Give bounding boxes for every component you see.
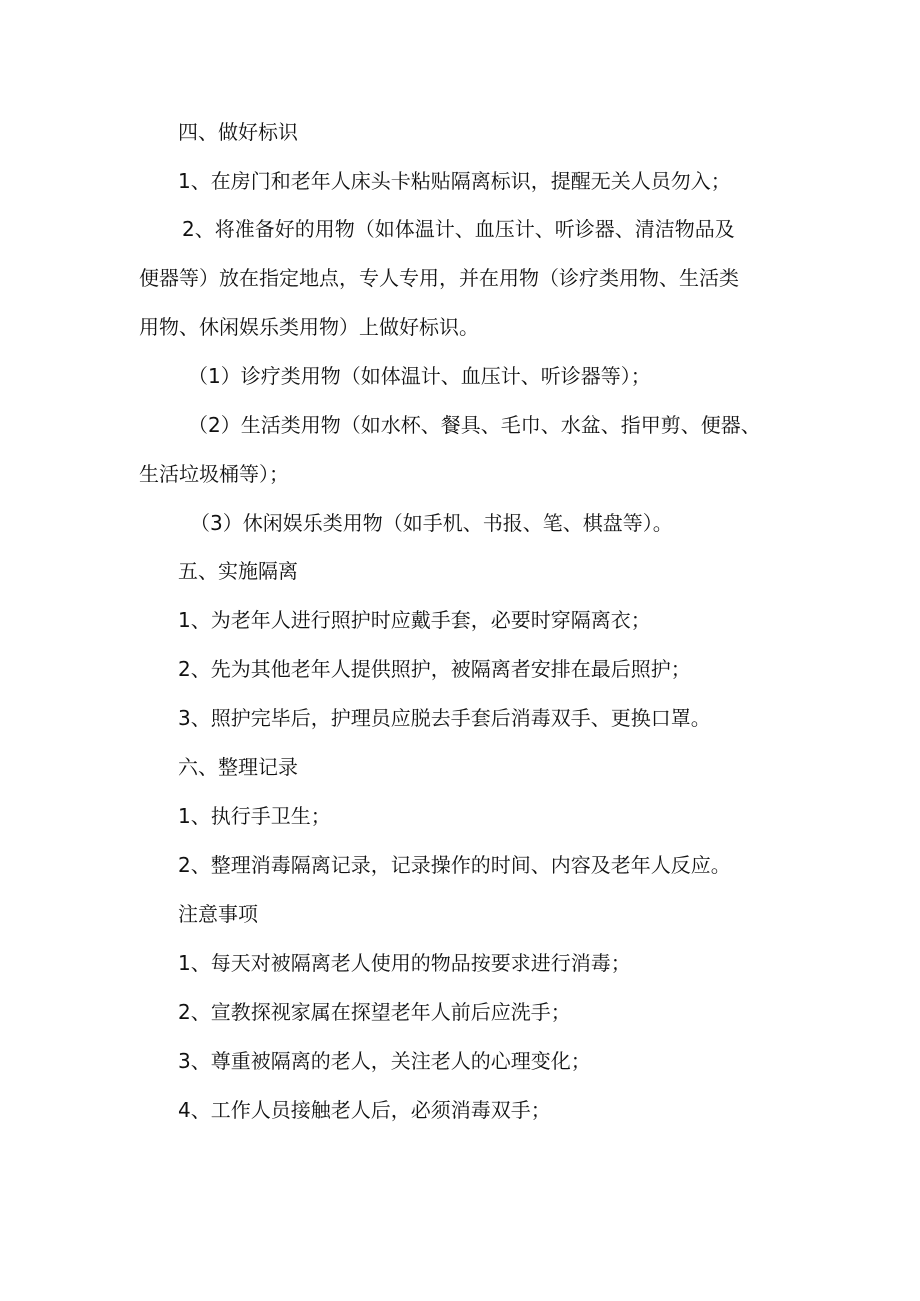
paragraph-line: 1、在房门和老年人床头卡粘贴隔离标识，提醒无关人员勿入； <box>178 169 731 193</box>
paragraph-line: 4、工作人员接触老人后，必须消毒双手； <box>178 1098 551 1122</box>
paragraph-line: 2、整理消毒隔离记录，记录操作的时间、内容及老年人反应。 <box>178 853 731 877</box>
paragraph-line: 1、执行手卫生； <box>178 804 331 828</box>
paragraph-line: （3）休闲娱乐类用物（如手机、书报、笔、棋盘等）。 <box>190 511 673 535</box>
section-heading-4: 四、做好标识 <box>178 120 298 144</box>
paragraph-line: （1）诊疗类用物（如体温计、血压计、听诊器等）； <box>188 364 651 388</box>
paragraph-line: 2、先为其他老年人提供照护，被隔离者安排在最后照护； <box>178 657 691 681</box>
paragraph-line: 1、每天对被隔离老人使用的物品按要求进行消毒； <box>178 951 631 975</box>
paragraph-line: 2、将准备好的用物（如体温计、血压计、听诊器、清洁物品及 <box>182 217 735 241</box>
paragraph-line: 1、为老年人进行照护时应戴手套，必要时穿隔离衣； <box>178 608 651 632</box>
paragraph-line: （2）生活类用物（如水杯、餐具、毛巾、水盆、指甲剪、便器、 <box>188 413 761 437</box>
paragraph-line: 便器等）放在指定地点，专人专用，并在用物（诊疗类用物、生活类 <box>139 266 739 290</box>
paragraph-line: 生活垃圾桶等）； <box>139 462 289 486</box>
paragraph-line: 用物、休闲娱乐类用物）上做好标识。 <box>139 315 479 339</box>
section-heading-5: 五、实施隔离 <box>178 559 298 583</box>
paragraph-line: 3、照护完毕后，护理员应脱去手套后消毒双手、更换口罩。 <box>178 706 711 730</box>
section-heading-notes: 注意事项 <box>178 902 258 926</box>
section-heading-6: 六、整理记录 <box>178 755 298 779</box>
paragraph-line: 2、宣教探视家属在探望老年人前后应洗手； <box>178 1000 571 1024</box>
paragraph-line: 3、尊重被隔离的老人，关注老人的心理变化； <box>178 1049 591 1073</box>
